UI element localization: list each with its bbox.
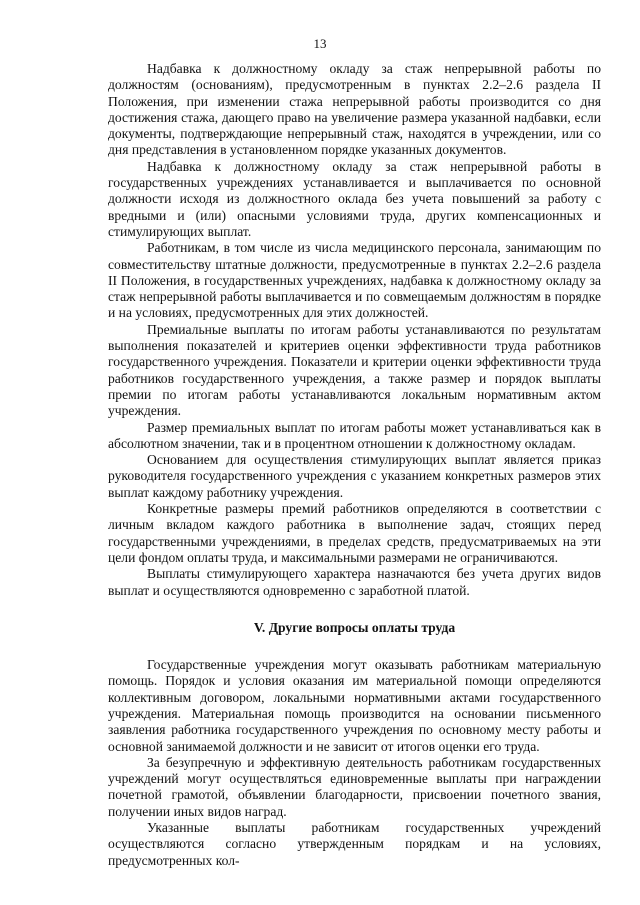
paragraph: Премиальные выплаты по итогам работы устанавливаются по результатам выполнения показателей и критериев оценки эффективности труда работников государственного учреждения. Показатели и критерии оценки эффективности труда работников государственного учреждения, а также размер и порядок выплаты премии по итогам работы устанавливаются локальным нормативным актом учреждения.	[108, 321, 601, 419]
paragraph: Конкретные размеры премий работников определяются в соответствии с личным вкладом каждого работника в выполнение задач, стоящих перед государственными учреждениями, в пределах средств, предусматриваемых на эти цели фондом оплаты труда, и максимальными размерами не ограничиваются.	[108, 501, 601, 565]
paragraph: Выплаты стимулирующего характера назначаются без учета других видов выплат и осуществляются одновременно с заработной платой.	[108, 566, 601, 598]
paragraph: Государственные учреждения могут оказывать работникам материальную помощь. Порядок и условия оказания им материальной помощи определяются коллективным договором, локальными нормативными актами государственного учреждения. Материальная помощь производится на основании письменного заявления работника государственного учреждения по основному месту работы и основной занимаемой должности и не зависит от итогов оценки его труда.	[108, 657, 601, 754]
paragraph: Надбавка к должностному окладу за стаж непрерывной работы по должностям (основаниям), предусмотренным в пунктах 2.2–2.6 раздела II Положения, при изменении стажа непрерывной работы производится со дня достижения стажа, дающего право на увеличение размера указанной надбавки, если документы, подтверждающие непрерывный стаж, находятся в учреждении, или со дня представления в установленном порядке указанных документов.	[108, 61, 601, 158]
paragraph: Надбавка к должностному окладу за стаж непрерывной работы в государственных учреждениях устанавливается и выплачивается по основной должности исходя из должностного оклада без учета повышений за работу с вредными и (или) опасными условиями труда, других компенсационных и стимулирующих выплат.	[108, 158, 601, 239]
body-text	[108, 61, 601, 869]
section-heading: V. Другие вопросы оплаты труда	[253, 619, 456, 635]
paragraph: Указанные выплаты работникам государственных учреждений осуществляются согласно утвержденным порядкам и на условиях, предусмотренных кол-	[108, 820, 601, 868]
paragraph: Основанием для осуществления стимулирующих выплат является приказ руководителя государственного учреждения с указанием конкретных размеров этих выплат каждому работнику учреждения.	[108, 452, 601, 500]
paragraph: За безупречную и эффективную деятельность работникам государственных учреждений могут осуществляться единовременные выплаты при награждении почетной грамотой, объявлении благодарности, присвоении почетного звания, получении иных видов наград.	[108, 754, 601, 819]
paragraph: Работникам, в том числе из числа медицинского персонала, занимающим по совместительству штатные должности, предусмотренные в пунктах 2.2–2.6 раздела II Положения, в государственных учреждениях, надбавка к должностному окладу за стаж непрерывной работы выплачивается и по совмещаемым должностям в порядке и на условиях, предусмотренных для этих должностей.	[108, 240, 601, 321]
page-number: 13	[313, 36, 327, 51]
paragraph: Размер премиальных выплат по итогам работы может устанавливаться как в абсолютном значении, так и в процентном отношении к должностному окладам.	[108, 419, 601, 451]
